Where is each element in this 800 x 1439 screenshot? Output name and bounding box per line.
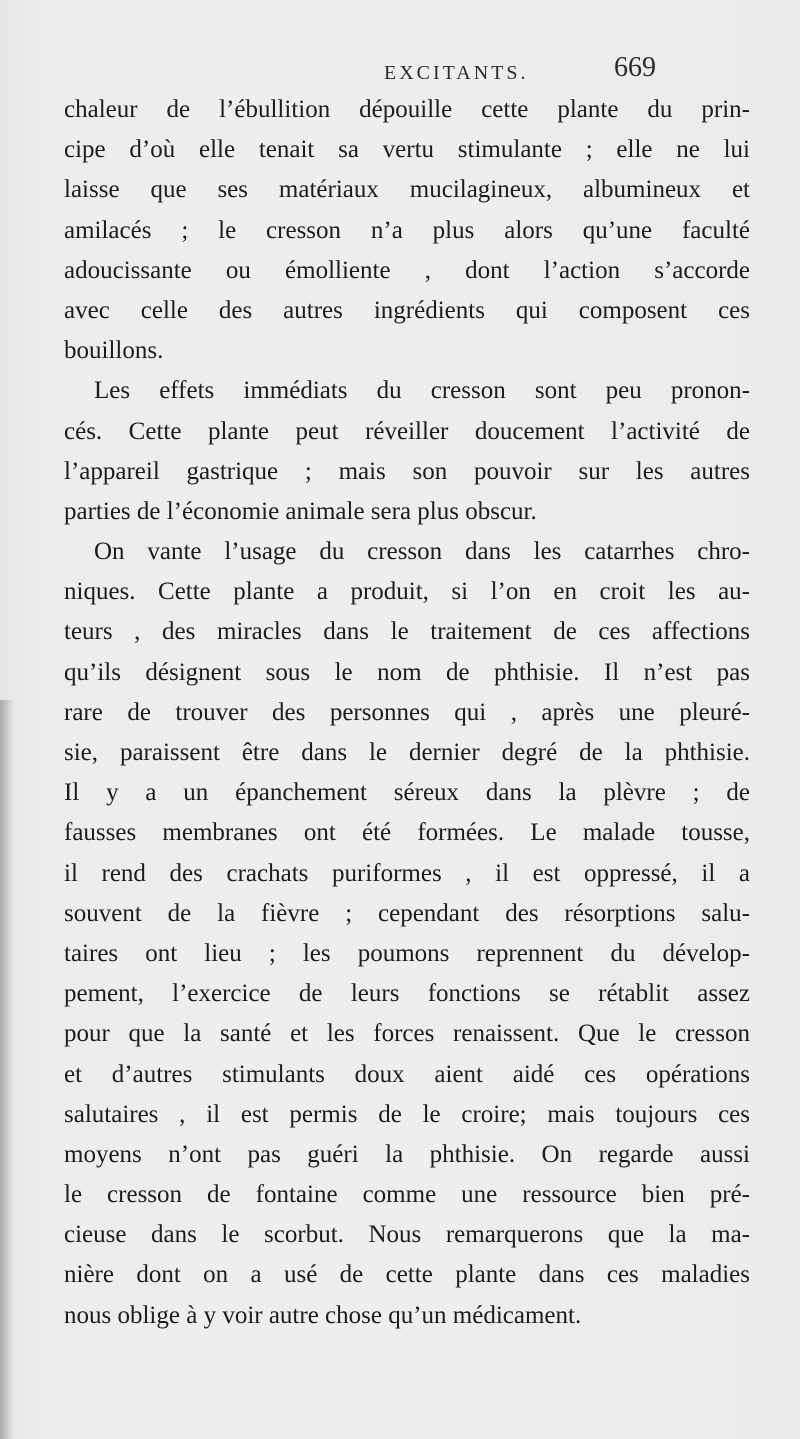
text-line: Il y a un épanchement séreux dans la plèvre ; de (64, 779, 750, 807)
text-line: teurs , des miracles dans le traitement de ces affections (64, 618, 750, 646)
text-line: il rend des crachats puriformes , il est oppressé, il a (64, 859, 750, 887)
text-line: pement, l’exercice de leurs fonctions se rétablit assez (64, 980, 750, 1008)
text-line: parties de l’économie animale sera plus obscur. (64, 497, 537, 525)
text-line: Les effets immédiats du cresson sont peu pronon- (94, 377, 750, 405)
running-head (0, 52, 800, 92)
text-line: rare de trouver des personnes qui , après une pleuré- (64, 698, 750, 726)
text-line: sie, paraissent être dans le dernier degré de la phthisie. (64, 739, 750, 766)
text-line: cés. Cette plante peut réveiller doucement l’activité de (64, 417, 750, 445)
text-line: cipe d’où elle tenait sa vertu stimulante ; elle ne lui (64, 136, 750, 164)
text-line: niques. Cette plante a produit, si l’on en croit les au- (64, 578, 750, 606)
text-line: moyens n’ont pas guéri la phthisie. On regarde aussi (64, 1140, 750, 1168)
text-line: fausses membranes ont été formées. Le malade tousse, (64, 819, 750, 847)
body-text (64, 90, 750, 1336)
text-line: avec celle des autres ingrédients qui composent ces (64, 296, 750, 324)
page-number: 669 (614, 52, 656, 83)
text-line: taires ont lieu ; les poumons reprennent du dévelop- (64, 939, 750, 967)
text-line: et d’autres stimulants doux aient aidé ces opérations (64, 1060, 750, 1088)
text-line: adoucissante ou émolliente , dont l’action s’accorde (64, 256, 750, 284)
text-line: laisse que ses matériaux mucilagineux, albumineux et (64, 176, 750, 204)
text-line: amilacés ; le cresson n’a plus alors qu’une faculté (64, 216, 750, 244)
binding-shadow (0, 700, 14, 1439)
text-line: qu’ils désignent sous le nom de phthisie. Il n’est pas (64, 658, 750, 686)
text-line: nous oblige à y voir autre chose qu’un médicament. (64, 1301, 582, 1329)
text-line: souvent de la fièvre ; cependant des résorptions salu- (64, 899, 750, 927)
text-line: salutaires , il est permis de le croire; mais toujours ces (64, 1100, 750, 1128)
text-line: l’appareil gastrique ; mais son pouvoir sur les autres (64, 457, 750, 485)
running-title: EXCITANTS. (384, 62, 529, 84)
text-line: le cresson de fontaine comme une ressource bien pré- (64, 1181, 750, 1209)
text-line: bouillons. (64, 337, 164, 365)
text-line: pour que la santé et les forces renaissent. Que le cresson (64, 1020, 750, 1048)
text-line: chaleur de l’ébullition dépouille cette plante du prin- (64, 96, 750, 123)
text-line: nière dont on a usé de cette plante dans ces maladies (64, 1261, 750, 1289)
text-line: cieuse dans le scorbut. Nous remarquerons que la ma- (64, 1221, 750, 1249)
text-line: On vante l’usage du cresson dans les catarrhes chro- (94, 538, 750, 566)
